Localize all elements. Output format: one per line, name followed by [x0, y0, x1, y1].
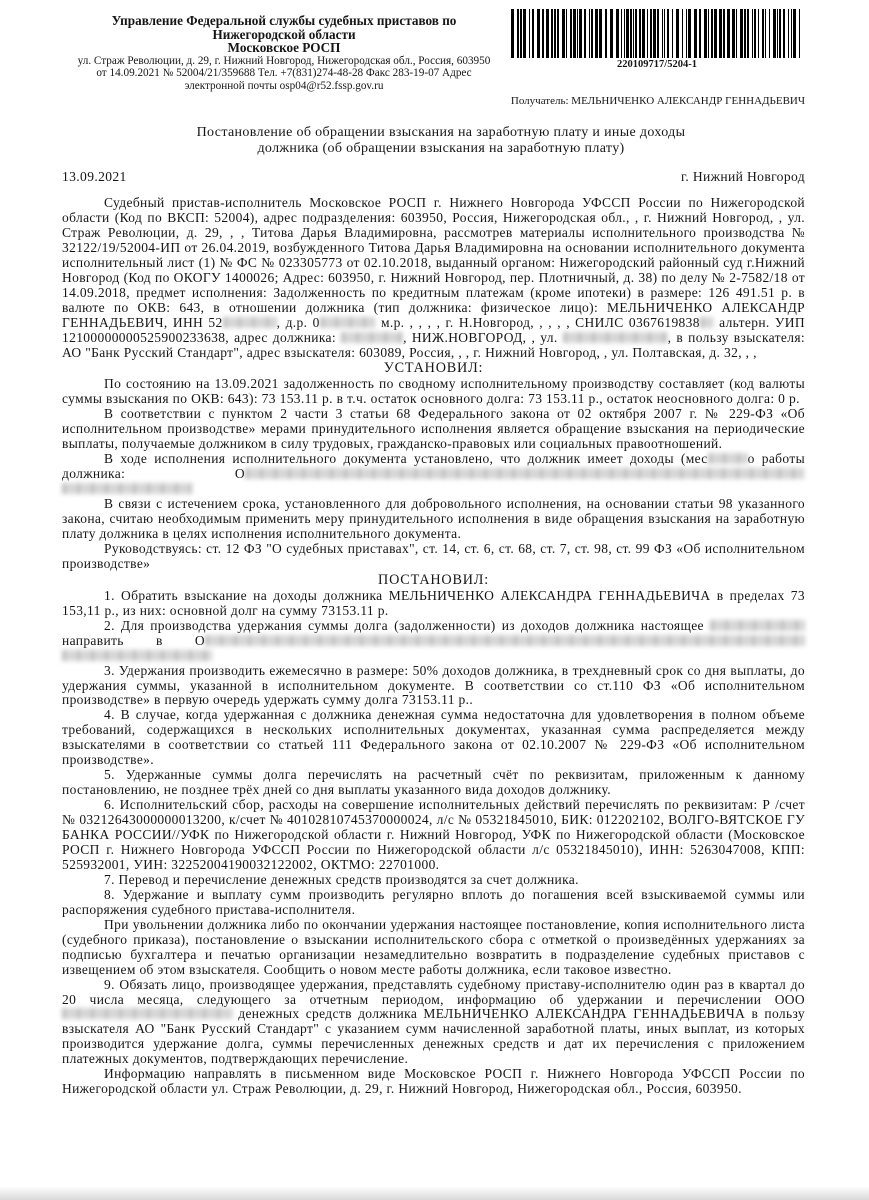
barcode-bar: [554, 9, 556, 58]
preamble-text: , НИЖ.НОВГОРОД, , ул.: [403, 329, 563, 345]
barcode-bar: [723, 9, 725, 58]
document-body: [62, 196, 805, 1097]
redacted-text: [223, 317, 277, 328]
barcode-bar: [762, 9, 764, 58]
barcode-bar: [672, 9, 673, 58]
barcode-bar: [752, 9, 753, 58]
barcode-bar: [744, 9, 746, 58]
barcode-bar: [557, 9, 559, 58]
barcode-bar: [599, 9, 602, 58]
resolution-item-9: [62, 978, 805, 1068]
barcode-bar: [562, 9, 565, 58]
barcode-bar: [719, 9, 722, 58]
barcode-bar: [793, 9, 796, 58]
barcode-bar: [573, 9, 576, 58]
resolution-item-9-text: 9. Обязать лицо, производящее удержания, представлять судебному приставу-исполнителю один раз в квартал до 20 числа месяца, следующего за отчетным периодом, информацию об удержании и перечислении ООО: [62, 976, 805, 1007]
page-edge-shadow: [0, 1186, 869, 1200]
barcode-bar: [589, 9, 590, 58]
term-expired-paragraph: В связи с истечением срока, установленного для добровольного исполнения, на основании статьи 98 указанного закона, считаю необходимым применить меру принудительного исполнения в виде обращения взыскания на заработную плату должника в целях исполнения исполнительного документа.: [62, 496, 805, 541]
barcode-bar: [740, 9, 743, 58]
document-title: [62, 125, 820, 157]
barcode-bar: [610, 9, 613, 58]
resolution-item-2-text: 2. Для производства удержания суммы долга (задолженности) из доходов должника настоящее: [104, 617, 704, 633]
barcode-bar: [688, 9, 691, 58]
barcode-bar: [704, 9, 707, 58]
barcode-bar: [635, 9, 637, 58]
redacted-text: [205, 635, 805, 646]
barcode-bar: [682, 9, 683, 58]
income-found-text: В ходе исполнения исполнительного документа установлено, что должник имеет доходы (мес: [104, 451, 708, 467]
redacted-text: [563, 332, 668, 343]
agency-region-line: Нижегородской области: [212, 26, 356, 42]
resolution-item-2-text: направить в О: [62, 632, 205, 648]
barcode-bar: [799, 9, 800, 58]
redacted-text: [341, 332, 403, 343]
barcode-bar: [537, 9, 540, 58]
barcode-bar: [532, 9, 534, 58]
agency-name-line: Управление Федеральной службы судебных приставов по: [111, 13, 457, 28]
guided-by-paragraph: Руководствуясь: ст. 12 ФЗ "О судебных приставах", ст. 14, ст. 6, ст. 68, ст. 7, ст. 98, ст. 99 ФЗ «Об исполнительном производстве»: [62, 540, 805, 571]
redacted-text: [245, 468, 805, 479]
preamble-text: , д.р. 0: [276, 314, 320, 330]
agency-reference-line: от 14.09.2021 № 52004/21/359688 Тел. +7(831)274-48-28 Факс 283-19-07 Адрес: [96, 67, 472, 80]
redacted-text: [700, 317, 714, 328]
preamble-text: м.р. , , , , г. Н.Новгород, , , , , СНИЛС 0367619838: [375, 314, 700, 330]
resolution-item-5: 5. Удержанные суммы долга перечислять на расчетный счёт по реквизитам, приложенным к данному постановлению, не позднее трёх дней со дня выплаты указанного вида доходов должнику.: [62, 767, 805, 798]
barcode-bar: [708, 9, 709, 58]
preamble-text: Судебный пристав-исполнитель Московское РОСП г. Нижнего Новгорода УФССП России по Нижегородской области (Код по ВКСП: 52004), адрес подразделения: 603950, Россия, Нижегородская обл., , г. Нижний Новгород, , ул. Страж Революции, д. 29, , , Титова Дарья Владимировна, рассмотрев материалы исполнительного производства № 32122/19/52004-ИП от 26.04.2019, возбужденного Титова Дарья Владимировна на основании исполнительного документа исполнительный лист (1) № ФС № 023305773 от 02.10.2018, выданный органом: Нижегородский районный суд г.Нижний Новгород (Код по ОКОГУ 1400026; Адрес: 603950, г. Нижний Новгород, пер. Плотничный, д. 38) по делу № 2-7582/18 от 14.09.2018, предмет исполнения: Задолженность по кредитным платежам (кроме ипотеки) в размере: 126 491.51 р. в валюте по ОКВ: 643, в отношении должника (тип должника: физическое лицо): МЕЛЬНИЧЕНКО АЛЕКСАНДР ГЕННАДЬЕВИЧ, ИНН 52: [62, 195, 805, 330]
agency-address-line: ул. Страж Революции, д. 29, г. Нижний Новгород, Нижегородская обл., Россия, 603950: [77, 54, 491, 67]
barcode-bar: [639, 9, 641, 58]
barcode-bar: [511, 9, 514, 58]
barcode-bar: [647, 9, 648, 58]
barcode-bar: [676, 9, 679, 58]
date-place-row: [62, 169, 805, 185]
barcode-bar: [621, 9, 622, 58]
document-date: 13.09.2021: [62, 169, 127, 184]
resolution-item-1: 1. Обратить взыскание на доходы должника МЕЛЬНИЧЕНКО АЛЕКСАНДРА ГЕННАДЬЕВИЧА в пределах 73 153,11 р., из них: основной долг на сумму 73153.11 р.: [62, 587, 805, 618]
barcode-bar: [667, 9, 669, 58]
barcode-bar: [664, 9, 665, 58]
barcode-bar: [520, 9, 522, 58]
barcode-bar: [570, 9, 572, 58]
barcode-bar: [577, 9, 578, 58]
preamble-text: , в пользу взыскателя: АО "Банк Русский Стандарт", адрес взыскателя: 603089, Россия, , , г. Нижний Новгород, , ул. Полтавская, д. 32, , ,: [62, 329, 805, 360]
barcode-bar: [542, 9, 544, 58]
barcode-bar: [714, 9, 717, 58]
resolution-item-9-text: денежных средств должника МЕЛЬНИЧЕНКО АЛЕКСАНДРА ГЕННАДЬЕВИЧА в пользу взыскателя АО "Банк Русский Стандарт" с указанием сумм начисленной заработной платы, иных выплат, из которых производится удержание долга, суммы перечисленных денежных средств и дат их перечисления с приложением платежных документов, подтверждающих перечисление.: [62, 1006, 805, 1067]
barcode-bar: [642, 9, 645, 58]
barcode-bar: [633, 9, 634, 58]
resolution-item-7: 7. Перевод и перечисление денежных средств производятся за счет должника.: [104, 871, 579, 887]
resolution-item-8: 8. Удержание и выплату сумм производить регулярно вплоть до погашения всей взыскиваемой суммы или распоряжения судебного пристава-исполнителя.: [62, 886, 805, 917]
barcode-bar: [754, 9, 756, 58]
barcode-bar: [727, 9, 730, 58]
document-title-line: Постановление об обращении взыскания на заработную плату и иные доходы: [196, 125, 686, 140]
barcode-bar: [551, 9, 553, 58]
dismissal-note: При увольнении должника либо по окончании удержания настоящее постановление, копия исполнительного листа (судебного приказа), постановление о взыскании исполнительского сбора с отметкой о произведённых удержаниях за подписью бухгалтера и печатью организации незамедлительно возвратить в подразделение судебных приставов с извещением об этом взыскателя. Сообщить о новом месте работы должника, если таковое известно.: [62, 916, 805, 977]
redacted-text: [62, 1008, 232, 1019]
barcode-bar: [579, 9, 582, 58]
resolution-item-6: 6. Исполнительский сбор, расходы на совершение исполнительных действий перечислять по реквизитам: Р /счет № 03212643000000013200, к/счет № 40102810745370000024, л/с № 05321845010, БИК: 012202102, ВОЛГО-ВЯТСКОЕ ГУ БАНКА РОССИИ//УФК по Нижегородской области г. Нижний Новгород, УФК по Нижегородской области (Московское РОСП г. Нижнего Новгорода УФССП России по Нижегородской области л/с 05321845010), ИНН: 5263047008, КПП: 525932001, УИН: 32252004190032122002, ОКТМО: 22701000.: [62, 797, 805, 872]
barcode-bar: [711, 9, 713, 58]
barcode-bar: [529, 9, 530, 58]
barcode-bar: [769, 9, 770, 58]
barcode-bar: [517, 9, 519, 58]
barcode-bar: [699, 9, 701, 58]
debt-status-paragraph: По состоянию на 13.09.2021 задолженность по сводному исполнительному производству составляет (код валюты суммы взыскания по ОКВ: 643): 73 153.11 р. в т.ч. остаток основного долга: 73 153.11 р., остаток неосновного долга: 0 р.: [62, 376, 805, 407]
barcode-bar: [773, 9, 776, 58]
resolution-item-3: 3. Удержания производить ежемесячно в размере: 50% доходов должника, в трехдневный срок со дня выплаты, до удержания суммы, указанной в исполнительном документе. В соответствии со ст.110 ФЗ «Об исполнительном производстве» в первую очередь удержать сумму долга 73153.11 р..: [62, 662, 805, 708]
redacted-text: [708, 453, 748, 464]
established-heading: УСТАНОВИЛ:: [383, 360, 484, 377]
barcode-bar: [653, 9, 656, 58]
barcode-bar: [788, 9, 789, 58]
barcode-bar: [765, 9, 766, 58]
barcode-bar: [650, 9, 652, 58]
barcode-bar: [605, 9, 607, 58]
redacted-text: [62, 650, 212, 661]
redacted-text: [320, 317, 376, 328]
resolution-item-2: [62, 619, 805, 664]
redacted-text: [710, 620, 805, 631]
barcode-bar: [630, 9, 632, 58]
document-title-line: должника (об обращении взыскания на заработную плату): [257, 141, 625, 156]
income-found-text: о работы должника: О: [62, 451, 805, 482]
barcode-bar: [686, 9, 687, 58]
barcode-bar: [732, 9, 735, 58]
barcode-bar: [694, 9, 697, 58]
resolved-heading: ПОСТАНОВИЛ:: [378, 571, 489, 588]
barcode-bar: [591, 9, 593, 58]
barcode-bar: [662, 9, 663, 58]
barcode-bar: [616, 9, 619, 58]
resolution-item-4: 4. В случае, когда удержанная с должника денежная сумма недостаточна для удовлетворения в полном объеме требований, содержащихся в нескольких исполнительных документах, указанная сумма распределяется между взыскателями в соответствии со статьей 111 Федерального закона от 02.10.2007 № 229-ФЗ «Об исполнительном производстве».: [62, 707, 805, 768]
document-city: г. Нижний Новгород: [680, 169, 805, 184]
agency-department-line: Московское РОСП: [227, 40, 341, 55]
preamble-text: альтерн. УИП 12100000000525900233638, адрес должника:: [62, 314, 805, 345]
barcode-bar: [777, 9, 778, 58]
barcode-number: 220109717/5204-1: [617, 59, 697, 70]
barcode-bar: [758, 9, 759, 58]
income-found-paragraph: [62, 452, 805, 497]
preamble-paragraph: [62, 196, 805, 360]
barcode-bar: [566, 9, 567, 58]
barcode-bar: [747, 9, 749, 58]
barcode-bar: [626, 9, 629, 58]
barcode: [509, 9, 805, 58]
barcode-bar: [624, 9, 625, 58]
agency-header: [58, 14, 510, 92]
barcode-bar: [584, 9, 586, 58]
barcode-bar: [783, 9, 785, 58]
redacted-text: [62, 483, 192, 494]
agency-email-line: электронной почты osp04@r52.fssp.gov.ru: [184, 79, 384, 92]
recipient-line: Получатель: МЕЛЬНИЧЕНКО АЛЕКСАНДР ГЕННАДЬЕВИЧ: [510, 95, 805, 107]
barcode-bar: [546, 9, 549, 58]
barcode-bar: [791, 9, 792, 58]
barcode-bar: [595, 9, 598, 58]
info-direction-paragraph: Информацию направлять в письменном виде Московское РОСП г. Нижнего Новгорода УФССП России по Нижегородской области ул. Страж Революции, д. 29, г. Нижний Новгород, Нижегородская обл., Россия, 603950.: [62, 1066, 805, 1097]
barcode-bar: [523, 9, 526, 58]
legal-basis-paragraph: В соответствии с пунктом 2 части 3 статьи 68 Федерального закона от 02 октября 2007 г. № 229-ФЗ «Об исполнительном производстве» мерами принудительного исполнения является обращение взыскания на периодические выплаты, получаемые должником в силу трудовых, гражданско-правовых или социальных правоотношений.: [62, 406, 805, 452]
barcode-bar: [736, 9, 737, 58]
barcode-bar: [657, 9, 659, 58]
barcode-bar: [779, 9, 781, 58]
